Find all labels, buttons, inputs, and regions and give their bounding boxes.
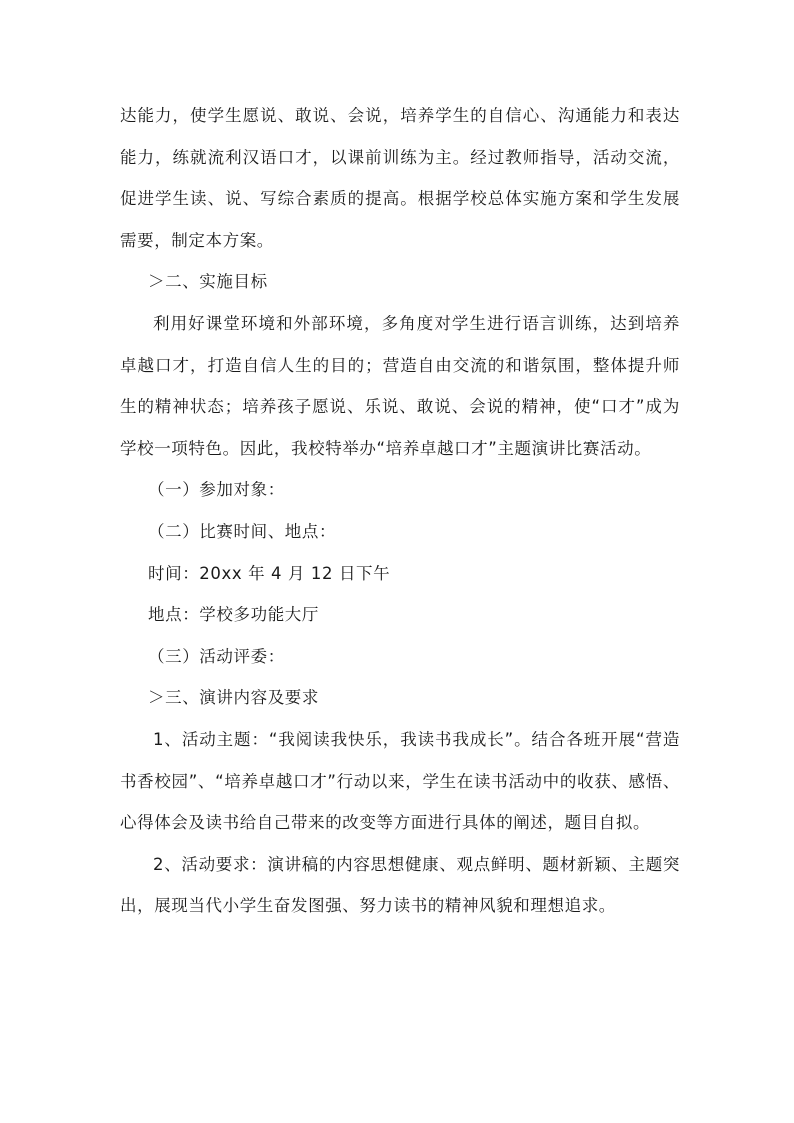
time-line: 时间：20xx 年 4 月 12 日下午 — [148, 563, 391, 583]
requirements-paragraph: 2、活动要求：演讲稿的内容思想健康、观点鲜明、题材新颖、主题突出，展现当代小学生奋发图强、努力读书的精神风貌和理想追求。 — [120, 854, 680, 916]
goals-paragraph: 利用好课堂环境和外部环境，多角度对学生进行语言训练，达到培养卓越口才，打造自信人生的目的；营造自由交流的和谐氛围，整体提升师生的精神状态；培养孩子愿说、乐说、敢说、会说的精神，使“口才”成为学校一项特色。因此，我校特举办“培养卓越口才”主题演讲比赛活动。 — [120, 313, 680, 458]
section-heading-content: ＞三、演讲内容及要求 — [148, 688, 319, 708]
theme-paragraph: 1、活动主题：“我阅读我快乐，我读书我成长”。结合各班开展“营造书香校园”、“培养卓越口才”行动以来，学生在读书活动中的收获、感悟、心得体会及读书给自己带来的改变等方面进行具体的阐述，题目自拟。 — [120, 729, 680, 833]
place-line: 地点：学校多功能大厅 — [148, 605, 319, 625]
section-heading-goals: ＞二、实施目标 — [148, 272, 268, 292]
document-body — [120, 95, 680, 927]
time-place-item: （二）比赛时间、地点： — [148, 521, 337, 541]
participants-item: （一）参加对象： — [148, 480, 285, 500]
judges-item: （三）活动评委： — [148, 646, 285, 666]
intro-paragraph: 达能力，使学生愿说、敢说、会说，培养学生的自信心、沟通能力和表达能力，练就流利汉语口才，以课前训练为主。经过教师指导，活动交流，促进学生读、说、写综合素质的提高。根据学校总体实施方案和学生发展需要，制定本方案。 — [120, 106, 680, 250]
